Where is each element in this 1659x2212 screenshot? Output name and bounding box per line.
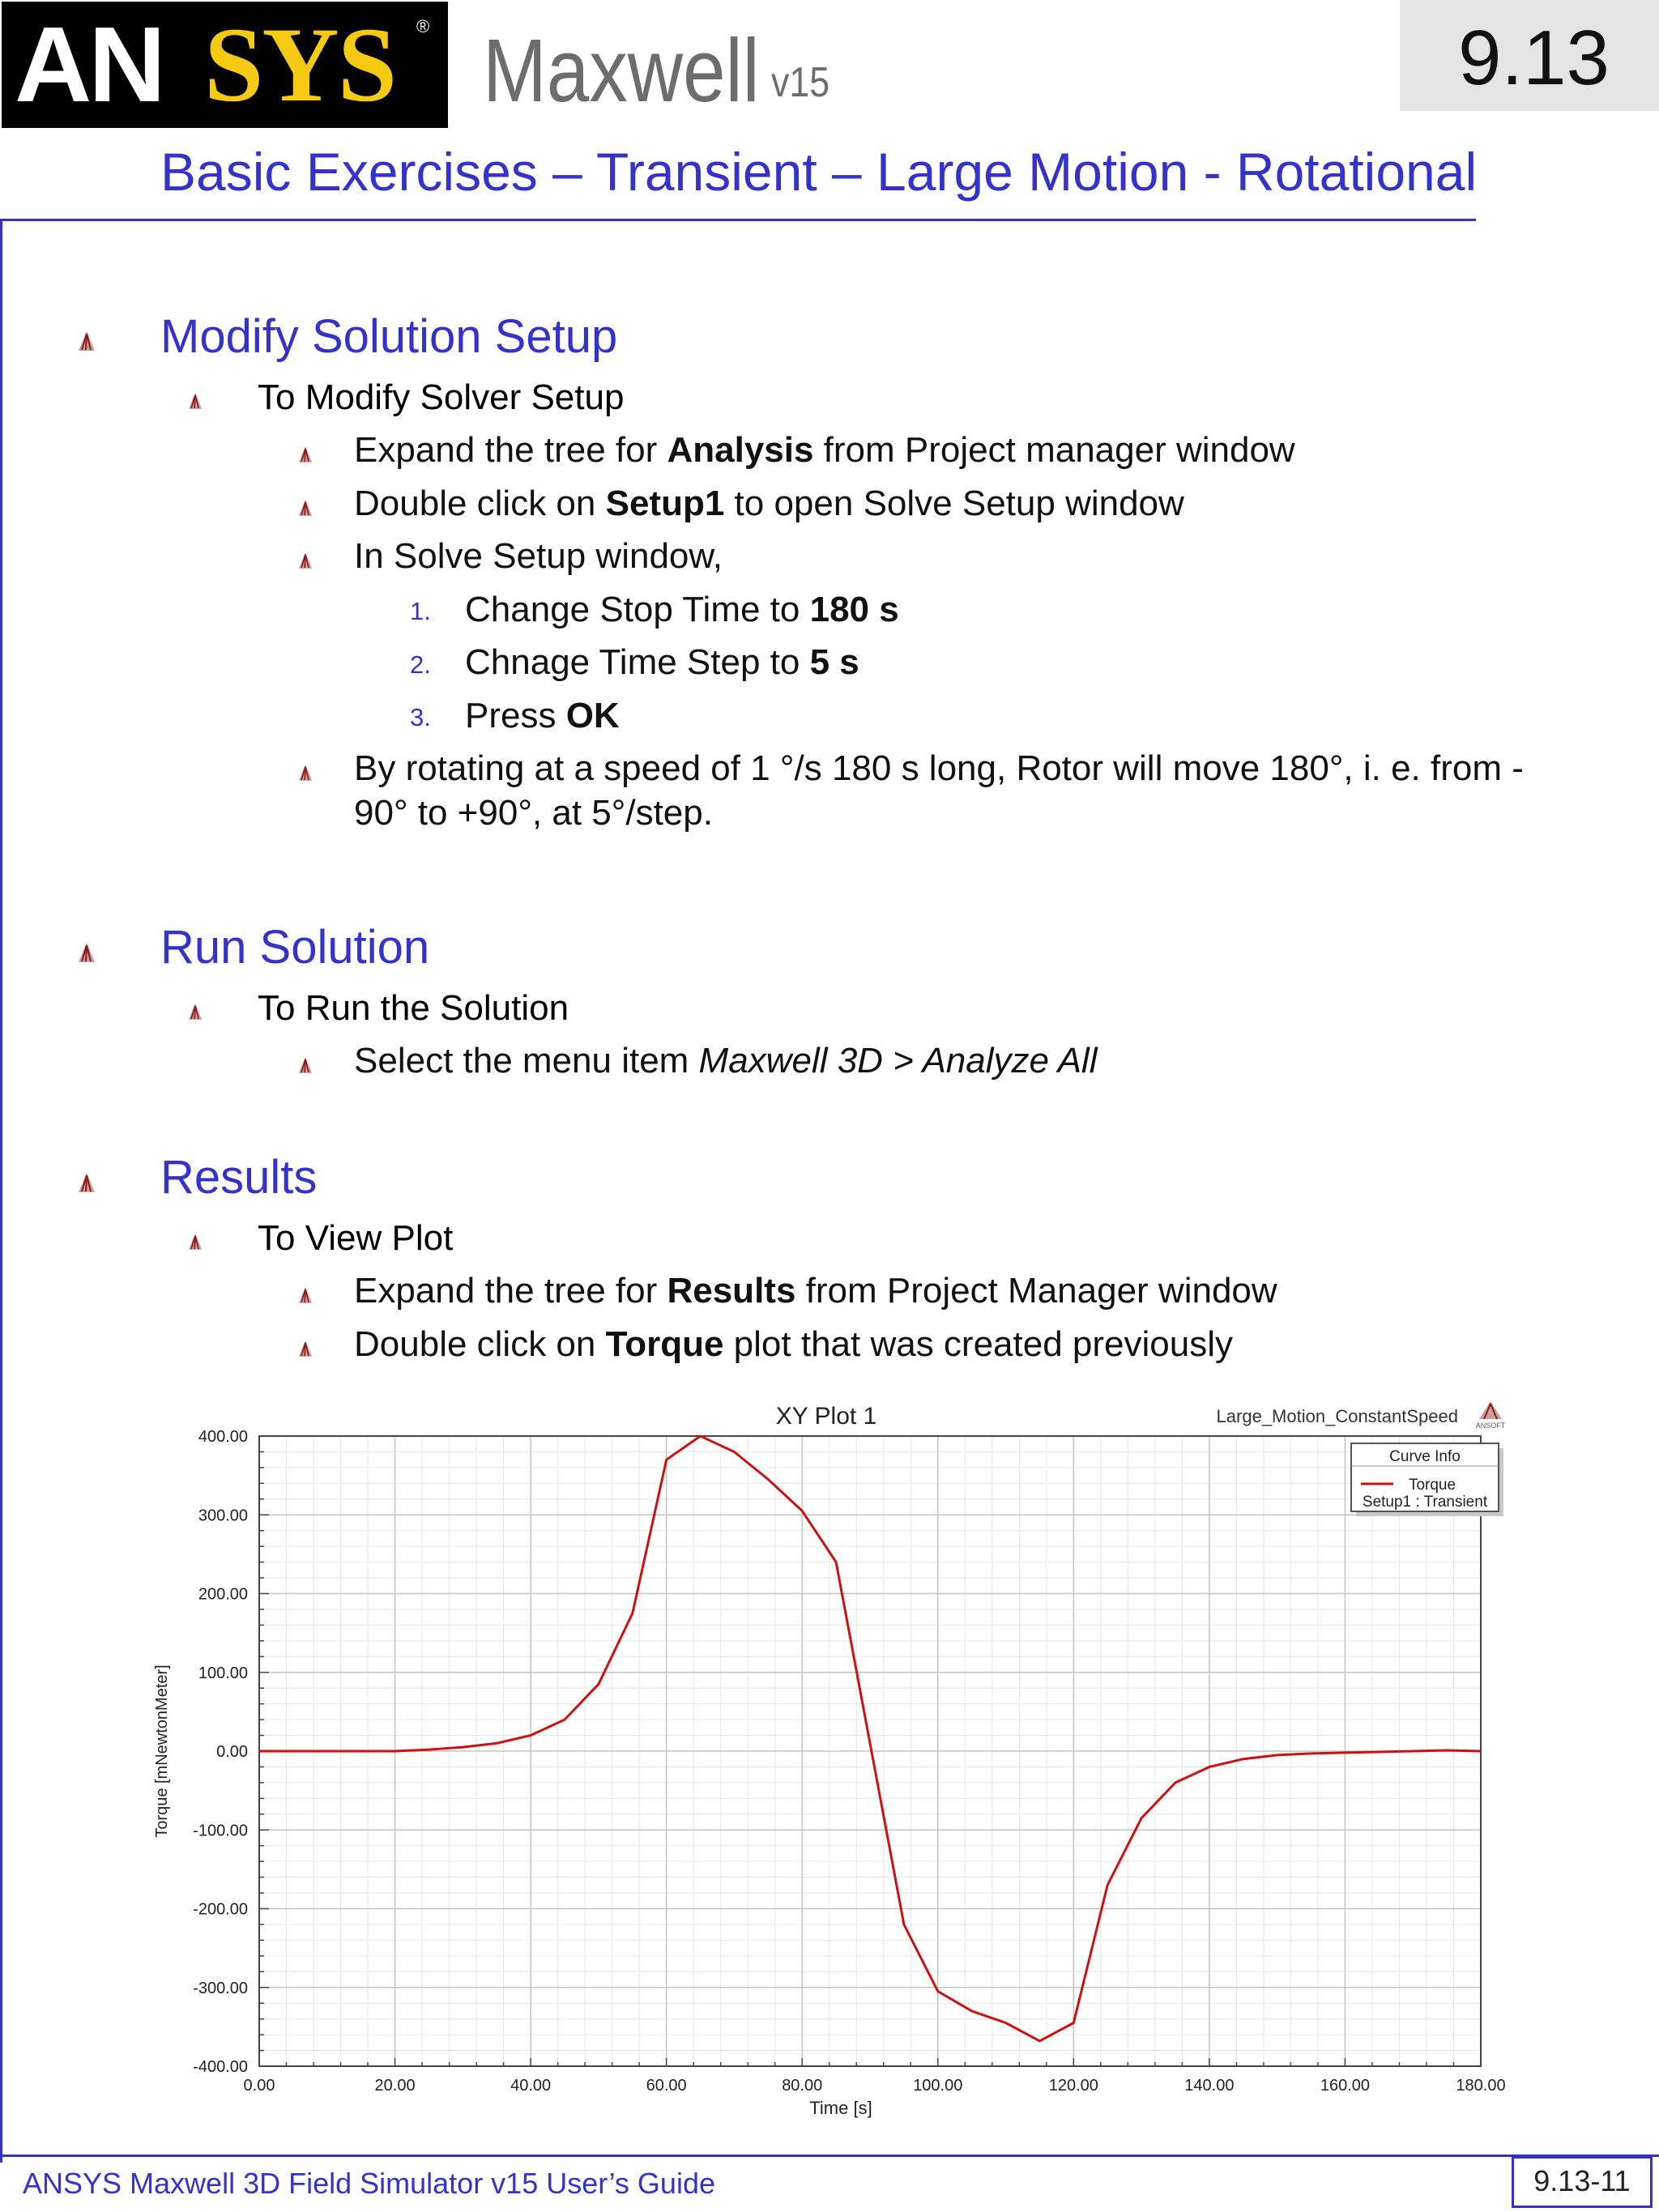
bullet-icon [188,392,203,410]
x-axis-label: Time [s] [809,2098,872,2118]
product-name: Maxwell [483,21,760,121]
chart-title: XY Plot 1 [775,1403,877,1430]
section-heading-results: Results [160,1151,318,1204]
chapter-number: 9.13 [1458,15,1610,101]
step-number: 3. [410,703,431,731]
step-press-ok: Press OK [465,696,620,735]
instruction-expand-analysis: Expand the tree for Analysis from Project manager window [354,430,1295,470]
instruction-double-click-torque: Double click on Torque plot that was created previously [354,1324,1233,1364]
bullet-icon [298,445,313,463]
page-title: Basic Exercises – Transient – Large Motion - Rotational [160,142,1478,202]
bullet-icon [298,1340,313,1357]
y-axis-ticks [193,1428,269,2076]
instruction-expand-results: Expand the tree for Results from Project Manager window [354,1271,1277,1311]
subheading-modify-solver-setup: To Modify Solver Setup [258,377,625,417]
bullet-icon [298,764,313,782]
section-heading-modify-solution-setup: Modify Solution Setup [160,310,618,363]
bullet-icon [78,942,96,963]
y-tick-label: -400.00 [193,2058,248,2076]
x-tick-label: 100.00 [913,2077,963,2095]
y-tick-label: -100.00 [193,1822,248,1840]
legend-entry-torque: Torque [1408,1477,1456,1494]
bullet-icon [298,552,313,569]
x-tick-label: 60.00 [646,2077,687,2095]
rotation-explanation-line2: 90° to +90°, at 5°/step. [354,793,713,833]
logo-sys-text: SYS [204,5,396,124]
bullet-icon [188,1233,203,1251]
y-tick-label: -300.00 [193,1979,248,1997]
ansoft-logo-icon [1476,1401,1506,1430]
ansoft-brand-label: ANSOFT [1475,1421,1506,1430]
section-heading-run-solution: Run Solution [160,921,430,974]
bullet-icon [298,1056,313,1074]
bullet-icon [298,499,313,517]
x-tick-label: 160.00 [1320,2077,1371,2095]
torque-xy-plot [138,1392,1523,2120]
footer-divider [0,2154,1659,2157]
x-tick-label: 180.00 [1456,2077,1506,2095]
bullet-icon [188,1003,203,1021]
product-version: v15 [771,59,830,106]
step-change-stop-time: Change Stop Time to 180 s [465,590,899,629]
x-tick-label: 40.00 [510,2077,552,2095]
instruction-solve-setup-window: In Solve Setup window, [354,536,723,576]
ansys-logo [2,2,448,128]
chart-legend [1351,1443,1503,1516]
legend-entry-setup: Setup1 : Transient [1362,1494,1488,1511]
step-number: 1. [410,597,431,625]
chart-design-label: Large_Motion_ConstantSpeed [1216,1406,1458,1426]
title-divider [0,219,1476,221]
x-tick-label: 0.00 [243,2077,275,2095]
left-border [0,219,2,2163]
x-axis-ticks [244,2058,1506,2095]
bullet-icon [298,1286,313,1304]
step-change-time-step: Chnage Time Step to 5 s [465,642,859,682]
subheading-run-the-solution: To Run the Solution [258,988,569,1028]
y-tick-label: 200.00 [198,1585,248,1604]
y-tick-label: 400.00 [198,1428,248,1446]
chart-grid [259,1436,1481,2066]
x-tick-label: 20.00 [374,2077,416,2095]
x-tick-label: 140.00 [1184,2077,1235,2095]
rotation-explanation-line1: By rotating at a speed of 1 °/s 180 s long, Rotor will move 180°, i. e. from - [354,748,1524,788]
page-number: 9.13-11 [1533,2164,1631,2197]
instruction-analyze-all: Select the menu item Maxwell 3D > Analyze All [354,1041,1098,1080]
logo-an-text: AN [15,5,163,124]
legend-title: Curve Info [1389,1448,1461,1465]
y-tick-label: 0.00 [216,1743,248,1761]
subheading-view-plot: To View Plot [258,1218,454,1258]
y-tick-label: 100.00 [198,1664,248,1682]
footer-guide-title: ANSYS Maxwell 3D Field Simulator v15 User’s Guide [23,2167,715,2200]
y-tick-label: -200.00 [193,1900,248,1919]
step-number: 2. [410,650,431,679]
series-line-torque [259,1436,1481,2041]
chart-series [259,1436,1481,2041]
x-tick-label: 120.00 [1048,2077,1098,2095]
instruction-double-click-setup1: Double click on Setup1 to open Solve Setup window [354,484,1184,523]
y-axis-label: Torque [mNewtonMeter] [153,1664,171,1838]
logo-registered-mark: ® [416,16,430,36]
bullet-icon [78,330,96,352]
bullet-icon [78,1172,96,1193]
x-tick-label: 80.00 [782,2077,823,2095]
y-tick-label: 300.00 [198,1507,248,1525]
